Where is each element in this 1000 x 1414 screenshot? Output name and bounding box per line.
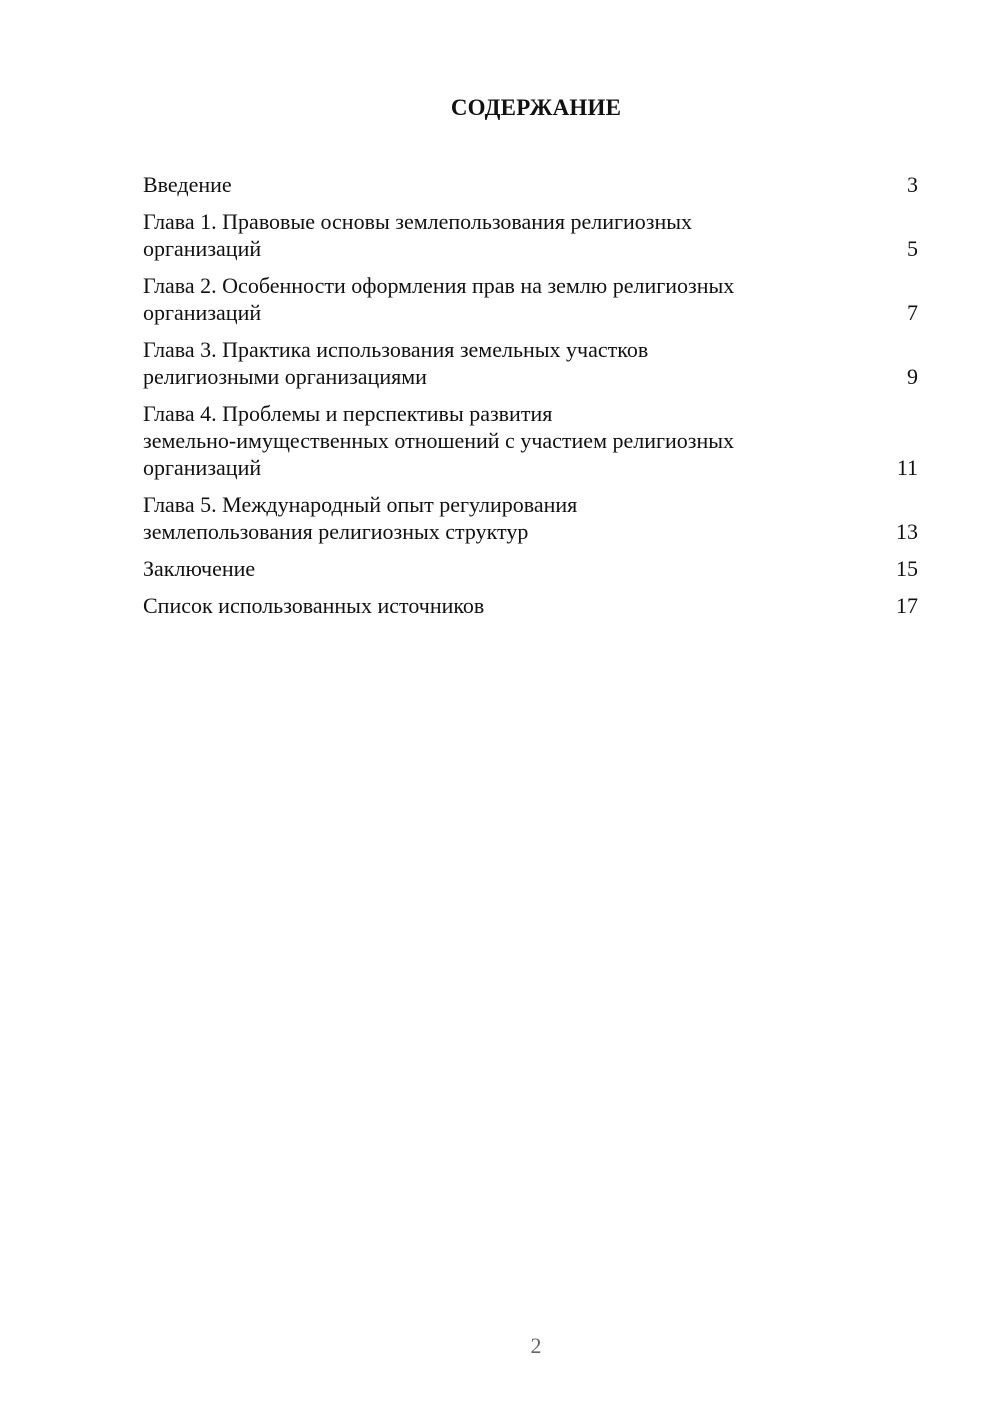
toc-entry — [143, 171, 918, 198]
toc-entry-page-number: 7 — [907, 300, 918, 325]
toc-entry-line: Глава 2. Особенности оформления прав на землю религиозных — [143, 273, 735, 298]
toc-entry-text — [143, 400, 888, 481]
toc-entry — [143, 272, 918, 326]
toc-entry-page-number: 11 — [896, 455, 918, 480]
toc-entry — [143, 491, 918, 545]
toc-entry-line: Глава 5. Международный опыт регулирования — [143, 492, 578, 517]
toc-entry-text — [143, 272, 888, 326]
toc-entry-line: организаций — [143, 236, 262, 261]
page-number: 2 — [530, 1333, 542, 1358]
toc-entry — [143, 555, 918, 582]
toc-entry — [143, 400, 918, 481]
toc-entry-text — [143, 555, 888, 582]
toc-entry-line: религиозными организациями — [143, 364, 427, 389]
toc-entry-line: Глава 1. Правовые основы землепользования религиозных — [143, 209, 693, 234]
toc-entry-text — [143, 336, 888, 390]
toc-entry-line: Список использованных источников — [143, 593, 485, 618]
toc-entry — [143, 592, 918, 619]
toc-entry-line: земельно-имущественных отношений с участием религиозных — [143, 428, 735, 453]
toc-entry-page-number: 15 — [896, 556, 918, 581]
toc-title: СОДЕРЖАНИЕ — [450, 95, 622, 120]
toc-entry-line: землепользования религиозных структур — [143, 519, 529, 544]
toc-list — [143, 171, 918, 629]
toc-entry-text — [143, 171, 888, 198]
toc-entry-line: организаций — [143, 300, 262, 325]
toc-entry-page-number: 5 — [907, 236, 918, 261]
toc-entry — [143, 336, 918, 390]
toc-entry-line: Введение — [143, 172, 232, 197]
toc-entry-text — [143, 592, 888, 619]
toc-entry-page-number: 13 — [896, 519, 918, 544]
toc-entry-line: организаций — [143, 455, 262, 480]
toc-entry-page-number: 17 — [896, 593, 918, 618]
toc-entry-line: Заключение — [143, 556, 256, 581]
toc-entry-line: Глава 3. Практика использования земельных участков — [143, 337, 649, 362]
toc-entry-line: Глава 4. Проблемы и перспективы развития — [143, 401, 553, 426]
toc-entry — [143, 208, 918, 262]
toc-entry-text — [143, 208, 888, 262]
toc-entry-page-number: 3 — [907, 172, 918, 197]
toc-entry-text — [143, 491, 888, 545]
toc-entry-page-number: 9 — [907, 364, 918, 389]
